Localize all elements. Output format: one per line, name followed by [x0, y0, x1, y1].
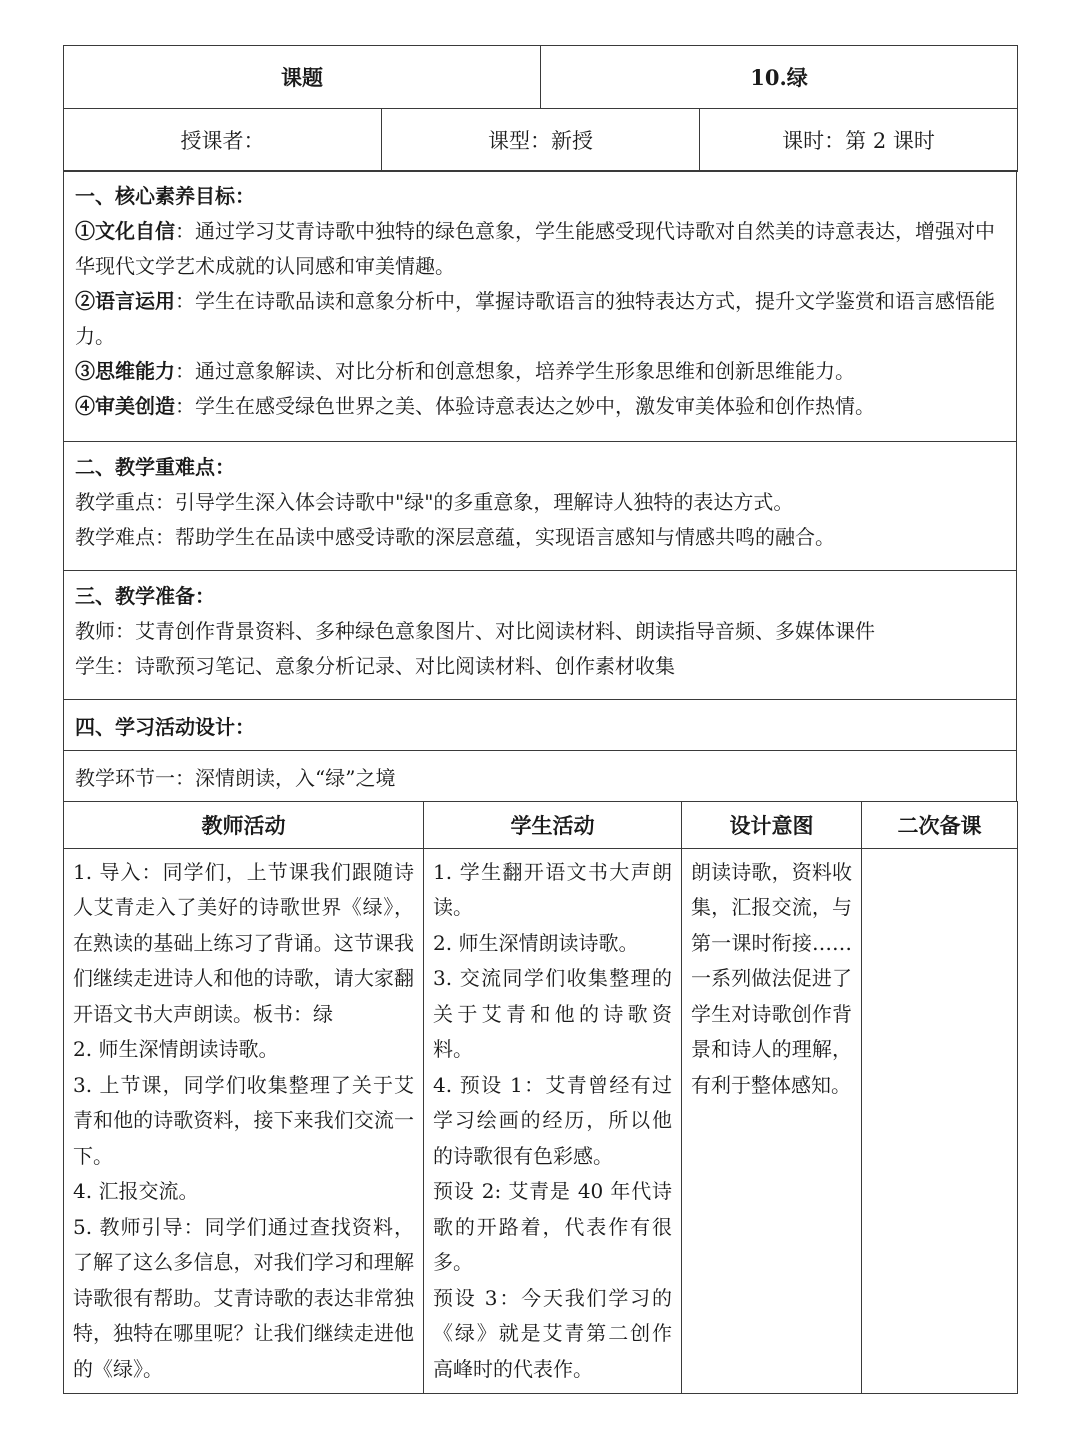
design-intent-text: 朗读诗歌，资料收集，汇报交流，与第一课时衔接……一系列做法促进了学生对诗歌创作背景和诗人的理解，有利于整体感知。: [691, 859, 852, 1097]
key-focus: 教学重点：引导学生深入体会诗歌中"绿"的多重意象，理解诗人独特的表达方式。: [75, 490, 794, 514]
goal-item: [75, 214, 1006, 284]
meta-table: [63, 108, 1018, 172]
student-line: 4. 预设 1：艾青曾经有过学习绘画的经历，所以他的诗歌很有色彩感。: [433, 1072, 672, 1168]
goal-item: [75, 389, 1006, 424]
goal-text: ：通过意象解读、对比分析和创意想象，培养学生形象思维和创新思维能力。: [175, 359, 855, 383]
activity-body-row: [64, 848, 1018, 1394]
col-second-prep: 二次备课: [862, 801, 1018, 848]
stage1-row: [64, 751, 1017, 802]
goal-label: ①文化自信: [75, 219, 175, 243]
goal-item: [75, 354, 1006, 389]
teacher-line: 1. 导入：同学们，上节课我们跟随诗人艾青走入了美好的诗歌世界《绿》，在熟读的基础上练习了背诵。这节课我们继续走进诗人和他的诗歌，请大家翻开语文书大声朗读。板书：绿: [73, 859, 414, 1026]
goals-title: 一、核心素养目标：: [75, 184, 255, 208]
teacher-line: 2. 师生深情朗读诗歌。: [73, 1037, 279, 1061]
goal-text: ：学生在诗歌品读和意象分析中，掌握诗歌语言的独特表达方式，提升文学鉴赏和语言感悟能力。: [75, 289, 995, 348]
type-label: 课型：新授: [382, 108, 700, 171]
goal-label: ③思维能力: [75, 359, 175, 383]
teacher-label: 授课者：: [64, 108, 382, 171]
student-activity-cell: [424, 848, 682, 1394]
student-line: 1. 学生翻开语文书大声朗读。: [433, 859, 672, 919]
lesson-plan-sheet: [63, 45, 1017, 1394]
design-intent-cell: [682, 848, 862, 1394]
goal-label: ②语言运用: [75, 289, 175, 313]
goal-text: ：学生在感受绿色世界之美、体验诗意表达之妙中，激发审美体验和创作热情。: [175, 394, 875, 418]
student-line: 预设 3：今天我们学习的《绿》就是艾青第二创作高峰时的代表作。: [433, 1285, 672, 1381]
col-teacher-activity: 教师活动: [64, 801, 424, 848]
teacher-line: 3. 上节课，同学们收集整理了关于艾青和他的诗歌资料，接下来我们交流一下。: [73, 1072, 414, 1168]
goals-section: [64, 171, 1017, 442]
activities-title-row: [64, 700, 1017, 751]
stage1-title: 教学环节一：深情朗读，入“绿”之境: [64, 751, 1017, 802]
activities-title: 四、学习活动设计：: [64, 700, 1017, 751]
topic-row: [64, 46, 1018, 109]
key-difficulty: 教学难点：帮助学生在品读中感受诗歌的深层意蕴，实现语言感知与情感共鸣的融合。: [75, 525, 835, 549]
period-label: 课时：第 2 课时: [700, 108, 1018, 171]
header-table: [63, 45, 1018, 109]
activity-header-row: [64, 801, 1018, 848]
key-points-title: 二、教学重难点：: [75, 455, 235, 479]
meta-row: [64, 108, 1018, 171]
preparation-section: [64, 571, 1017, 700]
preparation-teacher: 教师：艾青创作背景资料、多种绿色意象图片、对比阅读材料、朗读指导音频、多媒体课件: [75, 619, 875, 643]
goal-label: ④审美创造: [75, 394, 175, 418]
col-design-intent: 设计意图: [682, 801, 862, 848]
teacher-line: 5. 教师引导：同学们通过查找资料，了解了这么多信息，对我们学习和理解诗歌很有帮助。艾青诗歌的表达非常独特，独特在哪里呢？让我们继续走进他的《绿》。: [73, 1214, 414, 1381]
topic-value: 10.绿: [541, 46, 1018, 109]
activity-table: [63, 801, 1018, 1395]
sections-table: [63, 170, 1017, 802]
second-prep-cell: [862, 848, 1018, 1394]
key-points-section: [64, 442, 1017, 571]
preparation-student: 学生：诗歌预习笔记、意象分析记录、对比阅读材料、创作素材收集: [75, 654, 675, 678]
goal-text: ：通过学习艾青诗歌中独特的绿色意象，学生能感受现代诗歌对自然美的诗意表达，增强对中华现代文学艺术成就的认同感和审美情趣。: [75, 219, 995, 278]
student-line: 3. 交流同学们收集整理的关于艾青和他的诗歌资料。: [433, 966, 672, 1061]
topic-label: 课题: [64, 46, 541, 109]
goal-item: [75, 284, 1006, 354]
student-line: 2. 师生深情朗读诗歌。: [433, 930, 639, 955]
preparation-title: 三、教学准备：: [75, 584, 215, 608]
teacher-activity-cell: [64, 848, 424, 1394]
student-line: 预设 2: 艾青是 40 年代诗歌的开路着，代表作有很多。: [433, 1179, 672, 1274]
teacher-line: 4. 汇报交流。: [73, 1179, 199, 1203]
col-student-activity: 学生活动: [424, 801, 682, 848]
